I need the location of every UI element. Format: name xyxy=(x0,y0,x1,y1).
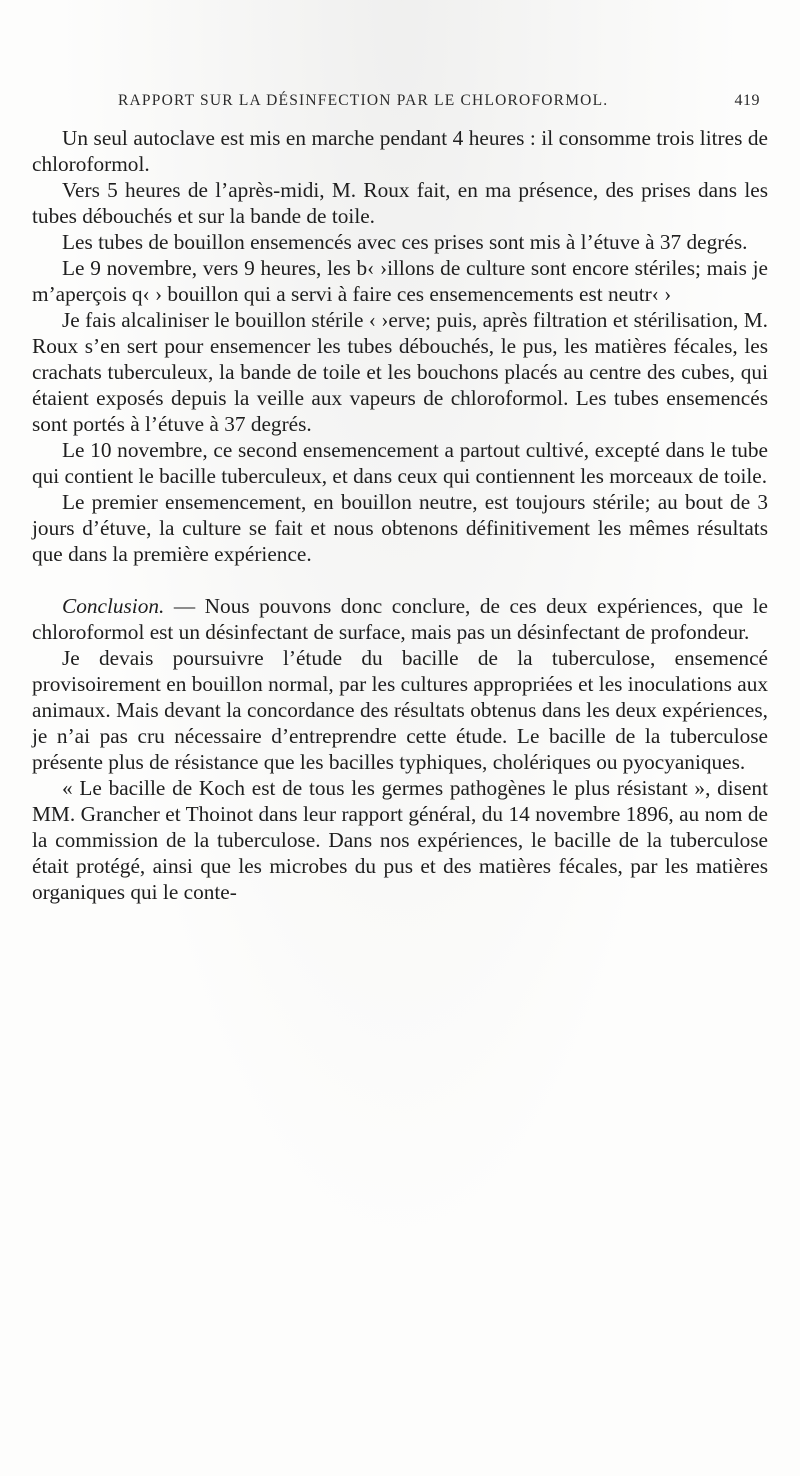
page-number: 419 xyxy=(734,92,760,109)
running-head xyxy=(118,92,760,116)
conclusion-heading: Conclusion. xyxy=(62,594,165,618)
running-title: RAPPORT SUR LA DÉSINFECTION PAR LE CHLOROFORMOL. xyxy=(118,92,609,109)
body-text xyxy=(32,125,768,905)
paragraph: Vers 5 heures de l’après-midi, M. Roux fait, en ma présence, des prises dans les tubes débouchés et sur la bande de toile. xyxy=(32,178,768,228)
paragraph: Le 9 novembre, vers 9 heures, les b‹ ›illons de culture sont encore stériles; mais je m’aperçois q‹ › bouillon qui a servi à faire ces ensemencements est neutr‹ › xyxy=(32,256,768,306)
paragraph: Le premier ensemencement, en bouillon neutre, est toujours stérile; au bout de 3 jours d’étuve, la culture se fait et nous obtenons définitivement les mêmes résultats que dans la première expérience. xyxy=(32,490,768,566)
paragraph: Je fais alcaliniser le bouillon stérile ‹ ›erve; puis, après filtration et stérilisation, M. Roux s’en sert pour ensemencer les tubes débouchés, le pus, les matières fécales, les crachats tuberculeux, la bande de toile et les bouchons placés au centre des cubes, qui étaient exposés depuis la veille aux vapeurs de chloroformol. Les tubes ensemencés sont portés à l’étuve à 37 degrés. xyxy=(32,308,768,436)
paragraph: Le 10 novembre, ce second ensemencement a partout cultivé, excepté dans le tube qui contient le bacille tuberculeux, et dans ceux qui contiennent les morceaux de toile. xyxy=(32,438,768,488)
conclusion-paragraph: Conclusion. — Nous pouvons donc conclure, de ces deux expériences, que le chloroformol est un désinfectant de surface, mais pas un désinfectant de profondeur. xyxy=(32,594,768,644)
paragraph: Un seul autoclave est mis en marche pendant 4 heures : il consomme trois litres de chloroformol. xyxy=(32,126,768,176)
paragraph: Je devais poursuivre l’étude du bacille de la tuberculose, ensemencé provisoirement en bouillon normal, par les cultures appropriées et les inoculations aux animaux. Mais devant la concordance des résultats obtenus dans les deux expériences, je n’ai pas cru nécessaire d’entreprendre cette étude. Le bacille de la tuberculose présente plus de résistance que les bacilles typhiques, cholériques ou pyocyaniques. xyxy=(32,646,768,774)
paragraph: « Le bacille de Koch est de tous les germes pathogènes le plus résistant », disent MM. Grancher et Thoinot dans leur rapport général, du 14 novembre 1896, au nom de la commission de la tuberculose. Dans nos expériences, le bacille de la tuberculose était protégé, ainsi que les microbes du pus et des matières fécales, par les matières organiques qui le conte- xyxy=(32,776,768,904)
paragraph: Les tubes de bouillon ensemencés avec ces prises sont mis à l’étuve à 37 degrés. xyxy=(62,230,748,254)
